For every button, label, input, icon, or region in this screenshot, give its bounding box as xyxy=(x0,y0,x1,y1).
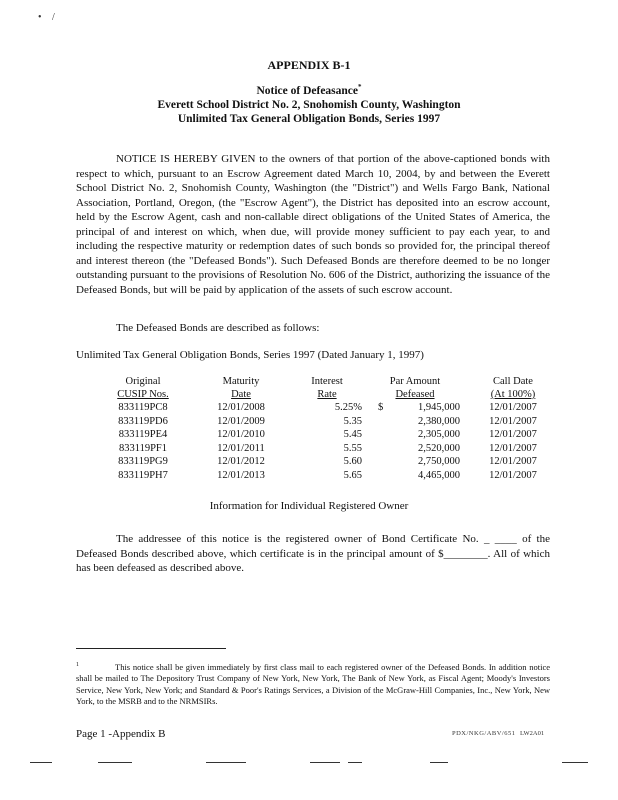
cell-par: 2,305,000 xyxy=(418,429,460,441)
defeased-intro: The Defeased Bonds are described as follows: xyxy=(116,322,320,334)
registered-owner-paragraph: The addressee of this notice is the registered owner of Bond Certificate No. _ ____ of the Defeased Bonds described above, which certificate is in the principal amount of $________. All of which has been defeased as described above. xyxy=(76,533,550,574)
cell-par: 2,750,000 xyxy=(418,456,460,468)
cell-rate: 5.65 xyxy=(343,469,362,481)
cell-rate: 5.25% xyxy=(334,402,362,413)
heading-footnote-mark: * xyxy=(358,83,362,92)
footnote-text: This notice shall be given immediately by first class mail to each registered owner of the Defeased Bonds. In addition notice shall be mailed to The Depository Trust Company of New York, New York, The Bank of New York, as Fiscal Agent; Moody's Investors Service, New York, New York; and Standard & Poor's Ratings Services, a Division of the McGraw-Hill Companies, Inc., New York, New York, to the MSRB and to the NRMSIRs. xyxy=(76,661,550,707)
table-row xyxy=(92,455,562,469)
corner-mark: • / xyxy=(38,12,59,23)
notice-paragraph: NOTICE IS HEREBY GIVEN to the owners of that portion of the above-captioned bonds with respect to which, pursuant to an Escrow Agreement dated March 10, 2004, by and between the Everett School District No. 2, Snohomish County, Washington (the "District") and Wells Fargo Bank, National Association, Portland, Oregon, (the "Escrow Agent"), the District has deposited into an escrow account, held by the Escrow Agent, cash and non-callable direct obligations of the United States of America, the principal of and interest on which, when due, will provide money sufficient to pay each year, to and including the respective maturity or redemption dates of such bonds so provided for, the principal thereof and interest thereon (the "Defeased Bonds"). Such Defeased Bonds are therefore deemed to be no longer outstanding pursuant to the provisions of Resolution No. 606 of the District, authorizing the issuance of the Defeased Bonds, but will be paid by application of the assets of such escrow account. xyxy=(76,153,550,296)
cell-maturity: 12/01/2011 xyxy=(217,442,265,454)
header-maturity: Maturity Date xyxy=(222,376,260,400)
cell-call: 12/01/2007 xyxy=(489,456,537,468)
doc-code: PDX/NKG/ABV/651 xyxy=(452,730,516,737)
district-heading: Everett School District No. 2, Snohomish County, Washington xyxy=(157,99,461,111)
cell-call: 12/01/2007 xyxy=(489,469,537,481)
cell-maturity: 12/01/2008 xyxy=(217,402,265,413)
cell-par: 4,465,000 xyxy=(418,469,460,481)
cell-rate: 5.35 xyxy=(343,415,362,427)
footnote-divider xyxy=(76,648,226,649)
footnote xyxy=(76,660,550,708)
table-header-row xyxy=(92,375,562,401)
cell-par: 2,380,000 xyxy=(418,415,460,427)
cell-call: 12/01/2007 xyxy=(489,415,537,427)
table-row xyxy=(92,428,562,442)
cell-call: 12/01/2007 xyxy=(489,402,537,413)
cell-maturity: 12/01/2009 xyxy=(217,415,265,427)
dollar-sign: $ xyxy=(378,402,384,413)
footnote-mark: 1 xyxy=(76,662,79,668)
table-row xyxy=(92,442,562,456)
cell-cusip: 833119PE4 xyxy=(118,429,168,441)
header-par: Par Amount Defeased xyxy=(389,376,441,400)
cell-rate: 5.45 xyxy=(343,429,362,441)
cell-par: 2,520,000 xyxy=(418,442,460,454)
doc-code-secondary: LW2A01 xyxy=(520,730,545,737)
header-call: Call Date (At 100%) xyxy=(490,376,536,400)
bonds-heading: Unlimited Tax General Obligation Bonds, Series 1997 xyxy=(177,113,441,125)
cell-par: $ 1,945,000 xyxy=(366,401,464,415)
notice-heading xyxy=(0,84,618,98)
cell-call: 12/01/2007 xyxy=(489,442,537,454)
info-heading: Information for Individual Registered Owner xyxy=(209,500,409,512)
defeased-bonds-table xyxy=(92,375,562,483)
cell-rate: 5.60 xyxy=(343,456,362,468)
page-title: APPENDIX B-1 xyxy=(267,58,351,72)
notice-heading-text: Notice of Defeasance xyxy=(256,85,359,97)
cell-call: 12/01/2007 xyxy=(489,429,537,441)
header-rate: Interest Rate xyxy=(311,376,343,400)
table-row xyxy=(92,401,562,415)
cell-maturity: 12/01/2012 xyxy=(217,456,265,468)
table-row xyxy=(92,469,562,483)
header-cusip: Original CUSIP Nos. xyxy=(117,376,169,400)
cell-maturity: 12/01/2010 xyxy=(217,429,265,441)
cell-maturity: 12/01/2013 xyxy=(217,469,265,481)
cell-cusip: 833119PC8 xyxy=(118,402,168,413)
cell-rate: 5.55 xyxy=(343,442,362,454)
series-caption: Unlimited Tax General Obligation Bonds, Series 1997 (Dated January 1, 1997) xyxy=(76,349,424,361)
page-footer: Page 1 -Appendix B xyxy=(76,728,166,740)
cell-cusip: 833119PG9 xyxy=(118,456,168,468)
cell-cusip: 833119PF1 xyxy=(118,442,168,454)
cell-cusip: 833119PH7 xyxy=(118,469,168,481)
cell-cusip: 833119PD6 xyxy=(118,415,168,427)
bottom-scan-marks xyxy=(30,762,590,768)
table-row xyxy=(92,415,562,429)
